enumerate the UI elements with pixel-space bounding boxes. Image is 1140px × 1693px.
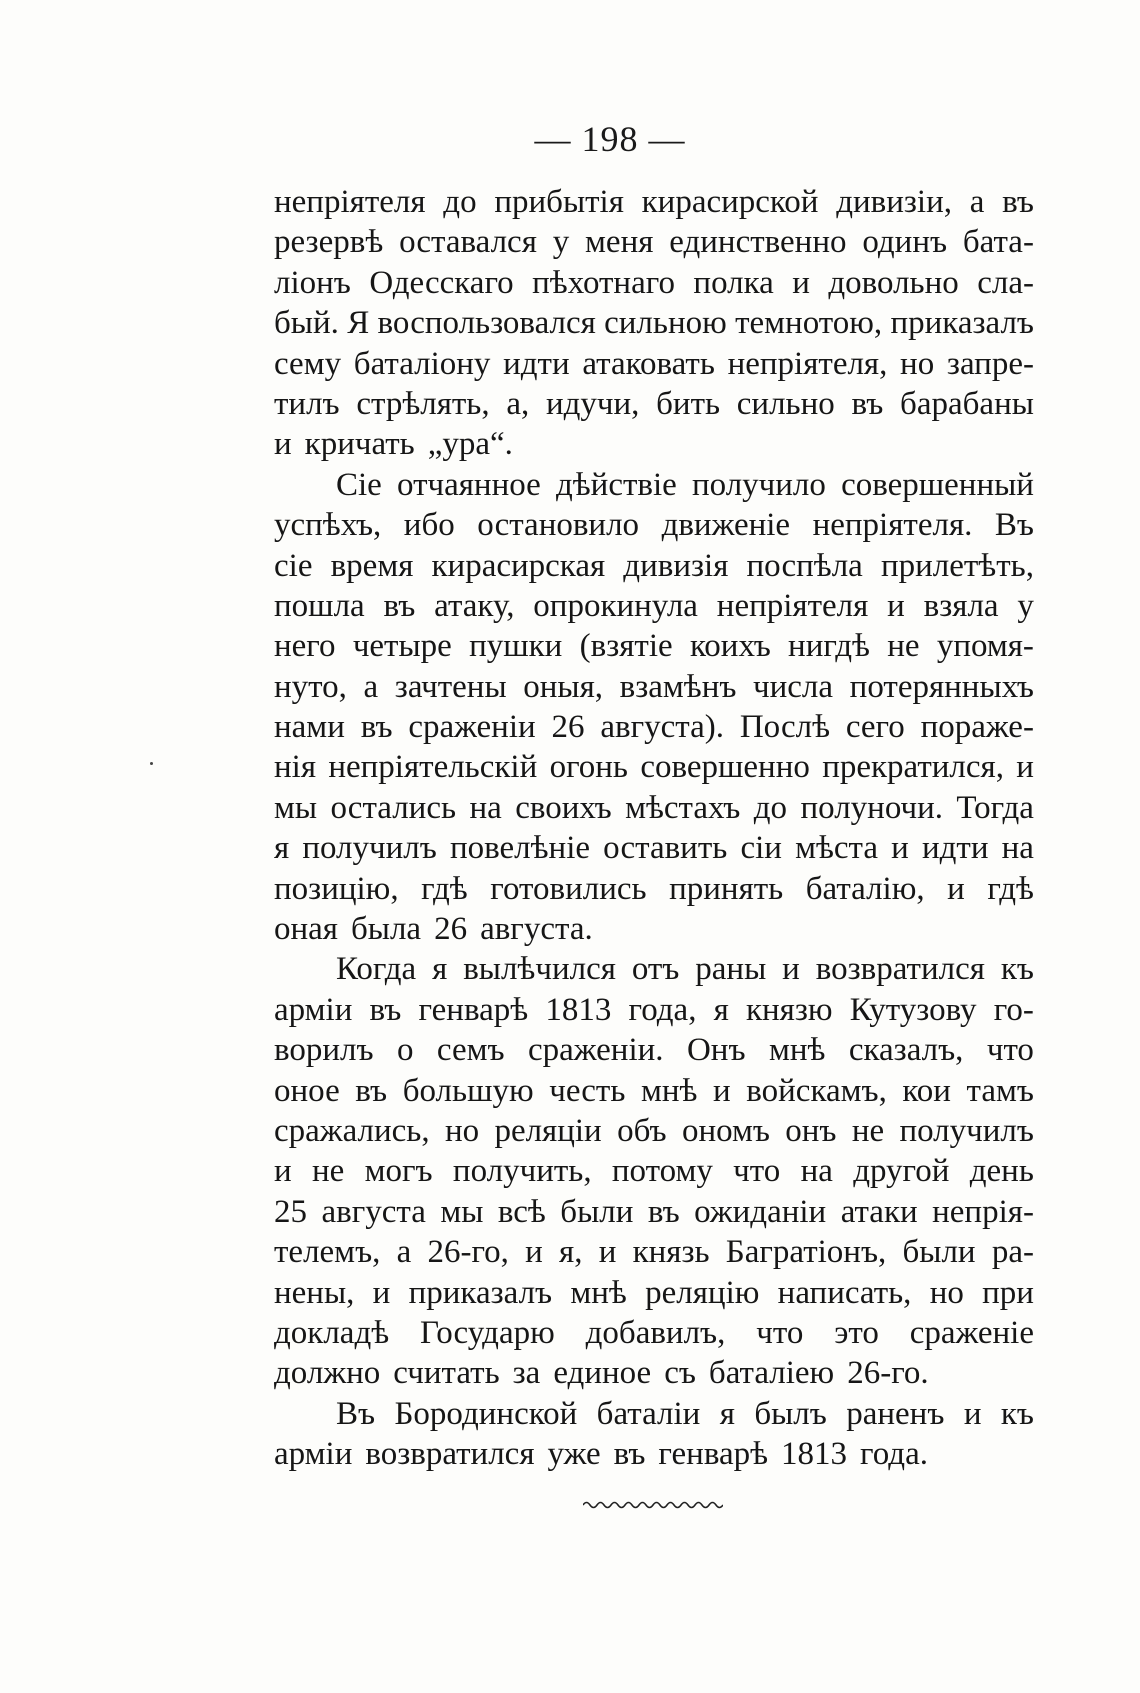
word: одинъ (862, 224, 948, 261)
word: сказалъ, (848, 1032, 964, 1069)
word: добавилъ, (585, 1314, 726, 1351)
text-line (274, 303, 1034, 343)
word: не (851, 1112, 885, 1149)
word: пѣхотнаго (532, 264, 675, 301)
word: Бородинской (394, 1395, 578, 1432)
word: были (560, 1193, 634, 1230)
word: Тогда (956, 789, 1034, 826)
word: за (512, 1355, 541, 1392)
word: докладѣ (274, 1314, 390, 1351)
word: приказалъ (890, 305, 1034, 342)
word: числа (753, 668, 834, 705)
word: потому (611, 1153, 713, 1190)
word: атаковать (582, 345, 715, 382)
word: князю (745, 991, 833, 1028)
text-line (274, 222, 1034, 262)
word: баталіи (596, 1395, 701, 1432)
word: время (330, 547, 414, 584)
word: 26-го, (427, 1234, 509, 1271)
word: остановило (477, 507, 640, 544)
word: въ (613, 1436, 646, 1473)
word: оная (274, 911, 338, 948)
text-line (274, 1394, 1034, 1434)
word: и (274, 1153, 292, 1190)
word: до (443, 184, 477, 220)
word: князь (632, 1234, 710, 1271)
text-line (274, 626, 1034, 666)
word: но (929, 1274, 964, 1311)
word: мы (440, 1193, 484, 1230)
word: Кутузову (849, 991, 977, 1028)
word: и (274, 426, 292, 463)
word: и (713, 1072, 731, 1109)
wavy-rule-ornament (583, 1498, 723, 1512)
word: въ (383, 587, 416, 624)
word: онъ (785, 1112, 837, 1149)
word: получило (691, 466, 826, 503)
word: въ (851, 385, 884, 422)
word: объ (617, 1112, 667, 1149)
text-line (274, 1232, 1034, 1272)
word: а (363, 668, 379, 705)
word: коихъ (689, 628, 771, 665)
word: оставить (603, 830, 728, 867)
word: сраженіе (909, 1314, 1034, 1351)
text-line (274, 747, 1034, 787)
word: 1813 (545, 991, 612, 1028)
word: года. (860, 1436, 928, 1473)
word: (взятіе (579, 628, 673, 665)
word: опрокинула (533, 587, 698, 624)
text-line (274, 1434, 1034, 1474)
word: я, (559, 1234, 583, 1271)
word: уже (547, 1436, 601, 1473)
word: до (753, 789, 788, 826)
text-line (274, 1273, 1034, 1313)
word: принять (669, 870, 784, 907)
word: были (902, 1234, 976, 1271)
word: идучи, (545, 385, 640, 422)
word: всѣ (497, 1193, 546, 1230)
word: въ (647, 1193, 680, 1230)
word: оное (274, 1072, 340, 1109)
word: пораже- (920, 709, 1034, 746)
word: ибо (403, 507, 455, 544)
word: Послѣ (739, 709, 831, 746)
word: должно (274, 1355, 381, 1392)
word: пошла (274, 587, 365, 624)
word: 1813 (781, 1436, 848, 1473)
word: взамѣнъ (619, 668, 737, 705)
word: Сіе (336, 466, 382, 503)
word: въ (360, 709, 393, 746)
word: гдѣ (421, 870, 468, 907)
word: непріятеля. (812, 507, 973, 544)
word: августа). (600, 709, 724, 746)
word: отчаянное (397, 466, 541, 503)
word: ра- (991, 1234, 1034, 1271)
word: дивизіи, (836, 184, 953, 220)
word: генварѣ (658, 1436, 769, 1473)
word: другой (853, 1153, 950, 1190)
word: прилетѣть, (880, 547, 1034, 584)
text-line (274, 384, 1034, 424)
text-line (274, 1192, 1034, 1232)
word: и (963, 1395, 982, 1432)
word: сильно (736, 385, 835, 422)
word: темнотою, (735, 305, 883, 342)
word: сраженіи. (527, 1032, 664, 1069)
word: раненъ (846, 1395, 945, 1432)
word: сражались, (274, 1112, 430, 1149)
word: барабаны (900, 385, 1034, 422)
word: ономъ (681, 1112, 770, 1149)
word: написать, (777, 1274, 912, 1311)
word: на (800, 1153, 833, 1190)
word: прибытія (494, 184, 624, 220)
word: я (432, 951, 448, 988)
word: пушки (469, 628, 563, 665)
text-line (274, 707, 1034, 747)
word: телемъ, (274, 1234, 381, 1271)
word: августа (321, 1193, 426, 1230)
word: 26 (551, 709, 585, 746)
word: честь (549, 1072, 626, 1109)
word: и (598, 1234, 617, 1271)
text-line (274, 1030, 1034, 1070)
word: на (1001, 830, 1034, 867)
text-line (274, 1353, 1034, 1393)
word: движеніе (661, 507, 791, 544)
word: получилъ (899, 1112, 1034, 1149)
word: войскамъ, (746, 1072, 887, 1109)
word: но (900, 345, 935, 382)
word: Когда (336, 951, 417, 988)
word: баталіону (353, 345, 491, 382)
word: успѣхъ, (274, 507, 382, 544)
word: я (719, 1395, 735, 1432)
text-line (274, 869, 1034, 909)
word: повелѣніе (449, 830, 591, 867)
word: и (792, 264, 810, 301)
word: довольно (828, 264, 959, 301)
word: атаку, (434, 587, 515, 624)
word: нигдѣ (788, 628, 870, 665)
word: бый. (274, 305, 339, 342)
word: непріятеля, (727, 345, 888, 382)
text-line (274, 586, 1034, 626)
word: непріятеля (274, 184, 426, 220)
text-line (274, 788, 1034, 828)
body-text (274, 182, 1034, 1475)
word: идти (921, 830, 989, 867)
word: полка (693, 264, 774, 301)
word: при (982, 1274, 1034, 1311)
word: сего (845, 709, 905, 746)
word: кирасирской (641, 184, 819, 220)
word: единое (553, 1355, 652, 1392)
word: мнѣ (768, 1032, 826, 1069)
word: я (713, 991, 729, 1028)
word: къ (1000, 1395, 1034, 1432)
word: арміи (274, 1436, 353, 1473)
word: единственно (669, 224, 847, 261)
word: арміи (274, 991, 353, 1028)
word: кричать (304, 426, 415, 463)
text-line (274, 1071, 1034, 1111)
word: резервѣ (274, 224, 384, 261)
word: въ (1002, 184, 1034, 220)
word: что (986, 1032, 1034, 1069)
word: ворилъ (274, 1032, 374, 1069)
word: реляціи (494, 1112, 602, 1149)
word: у (552, 224, 570, 261)
word: реляцію (645, 1274, 760, 1311)
word: четыре (352, 628, 452, 665)
word: августа. (480, 911, 593, 948)
word: но (444, 1112, 480, 1149)
word: могъ (364, 1153, 433, 1190)
page-number: — 198 — (534, 119, 686, 159)
text-line (274, 344, 1034, 384)
word: позицію, (274, 870, 399, 907)
word: 26-го. (847, 1355, 929, 1392)
word: оставался (399, 224, 537, 261)
word: нами (274, 709, 345, 746)
word: года, (628, 991, 697, 1028)
word: сіи (740, 830, 782, 867)
text-line (274, 1313, 1034, 1353)
word: запре- (946, 345, 1034, 382)
text-line (274, 263, 1034, 303)
word: 26 (434, 911, 468, 948)
word: не (887, 628, 920, 665)
word: ожиданіи (694, 1193, 827, 1230)
word: и (891, 830, 909, 867)
word: поспѣла (746, 547, 863, 584)
word: день (969, 1153, 1034, 1190)
text-line (274, 546, 1034, 586)
word: своихъ (515, 789, 612, 826)
word: „ура“. (427, 426, 513, 463)
word: нены, (274, 1274, 355, 1311)
word: воспользовался (377, 305, 596, 342)
word: непріятеля (716, 587, 869, 624)
word: стрѣлять, (356, 385, 490, 422)
word: Багратіонъ, (725, 1234, 887, 1271)
word: сла- (977, 264, 1034, 301)
word: и (1016, 749, 1034, 786)
word: остались (330, 789, 457, 826)
word: а (969, 184, 985, 220)
word: взяла (923, 587, 999, 624)
text-line (274, 1111, 1034, 1151)
word: былъ (754, 1395, 827, 1432)
word: упомя- (936, 628, 1034, 665)
word: отъ (631, 951, 680, 988)
word: баталіею (708, 1355, 835, 1392)
word: что (756, 1314, 804, 1351)
word: сіе (274, 547, 313, 584)
word: нуто, (274, 668, 347, 705)
word: и (372, 1274, 391, 1311)
word: Я (347, 305, 370, 342)
word: а (396, 1234, 412, 1271)
word: атаки (840, 1193, 918, 1230)
word: считать (393, 1355, 500, 1392)
text-line (274, 949, 1034, 989)
word: гдѣ (987, 870, 1034, 907)
word: готовились (490, 870, 647, 907)
text-line (274, 828, 1034, 868)
word: меня (585, 224, 654, 261)
word: мнѣ (640, 1072, 698, 1109)
word: семъ (436, 1032, 505, 1069)
paper-speck (150, 762, 153, 765)
word: Въ (336, 1395, 376, 1432)
word: и (887, 587, 905, 624)
word: у (1017, 587, 1034, 624)
word: непріятельскій (328, 749, 538, 786)
word: и (947, 870, 965, 907)
text-line (274, 909, 1034, 949)
word: полуночи. (800, 789, 943, 826)
word: приказалъ (408, 1274, 553, 1311)
word: 25 (274, 1193, 307, 1230)
word: съ (664, 1355, 696, 1392)
word: бить (656, 385, 721, 422)
word: баталію, (805, 870, 925, 907)
text-line (274, 667, 1034, 707)
word: го- (993, 991, 1034, 1028)
word: тилъ (274, 385, 340, 422)
word: сильною (604, 305, 727, 342)
word: въ (355, 1072, 388, 1109)
text-line (274, 465, 1034, 505)
word: возвратился (365, 1436, 535, 1473)
word: Онъ (686, 1032, 746, 1069)
word: мнѣ (570, 1274, 627, 1311)
word: и (782, 951, 800, 988)
word: оныя, (523, 668, 604, 705)
word: раны (695, 951, 767, 988)
word: Государю (420, 1314, 555, 1351)
word: о (396, 1032, 414, 1069)
word: непрія- (932, 1193, 1034, 1230)
word: него (274, 628, 336, 665)
word: на (469, 789, 502, 826)
word: кои (902, 1072, 951, 1109)
word: Въ (994, 507, 1034, 544)
word: совершенный (841, 466, 1034, 503)
word: потерянныхъ (849, 668, 1034, 705)
word: я (274, 830, 290, 867)
word: и (525, 1234, 543, 1271)
word: не (311, 1153, 345, 1190)
word: сраженіи (408, 709, 536, 746)
word: зачтены (394, 668, 507, 705)
word: нія (274, 749, 317, 786)
word: идти (503, 345, 570, 382)
word: мы (274, 789, 318, 826)
word: сему (274, 345, 342, 382)
text-line (274, 990, 1034, 1030)
text-line (274, 505, 1034, 545)
word: мѣстахъ (625, 789, 741, 826)
word: генварѣ (418, 991, 529, 1028)
word: бата- (962, 224, 1034, 261)
word: дивизія (623, 547, 729, 584)
word: что (733, 1153, 781, 1190)
word: къ (1000, 951, 1034, 988)
word: это (834, 1314, 879, 1351)
word: получить, (452, 1153, 592, 1190)
word: въ (369, 991, 402, 1028)
text-line (274, 424, 1034, 464)
word: кирасирская (431, 547, 606, 584)
word: а, (506, 385, 530, 422)
word: Одесскаго (369, 264, 514, 301)
word: огонь (549, 749, 628, 786)
word: мѣста (795, 830, 878, 867)
word: получилъ (302, 830, 437, 867)
word: вылѣчился (463, 951, 616, 988)
word: дѣйствіе (555, 466, 677, 503)
word: совершенно (640, 749, 810, 786)
text-line (274, 182, 1034, 222)
text-line (274, 1151, 1034, 1191)
word: большую (402, 1072, 534, 1109)
word: прекратился, (822, 749, 1004, 786)
word: ліонъ (274, 264, 351, 301)
word: возвратился (815, 951, 985, 988)
word: тамъ (966, 1072, 1034, 1109)
word: была (351, 911, 422, 948)
